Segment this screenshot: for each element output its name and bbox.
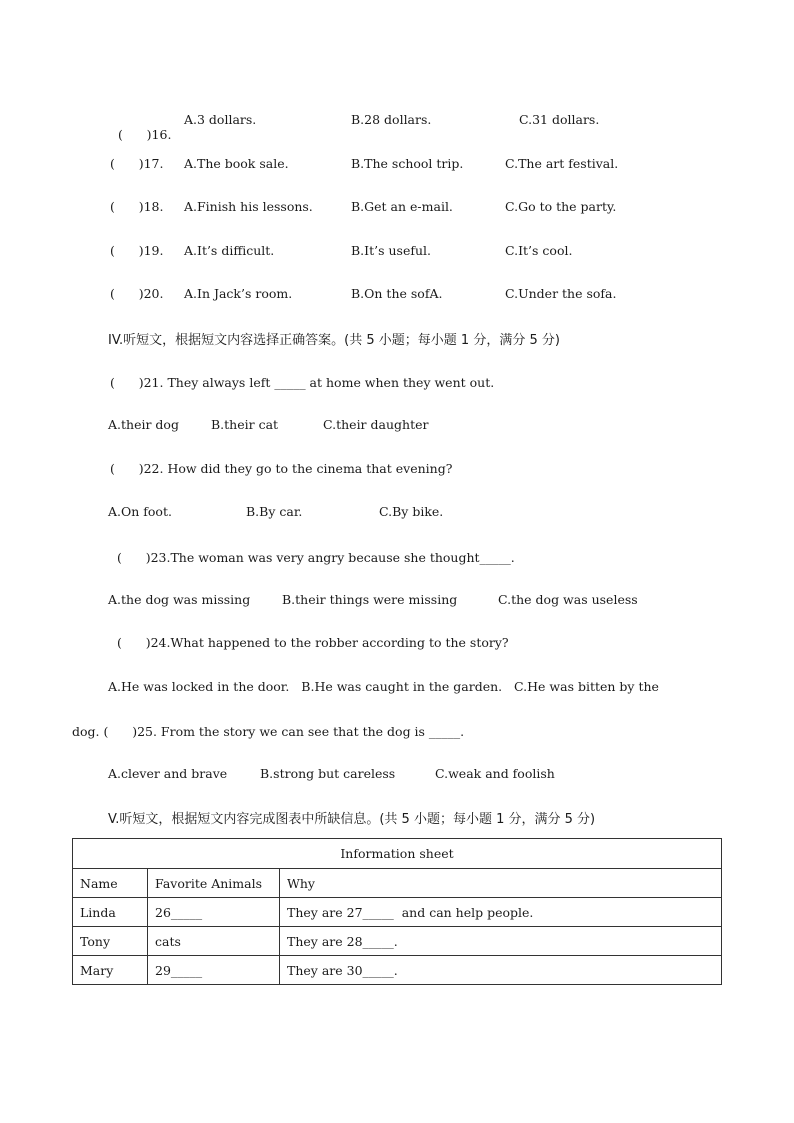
cell-why: They are 30_____. bbox=[280, 956, 722, 985]
cell-why: They are 28_____. bbox=[280, 927, 722, 956]
question-23-stem: ( )23.The woman was very angry because she thought_____. bbox=[117, 550, 515, 565]
option-b: B.By car. bbox=[246, 504, 303, 519]
table-row bbox=[73, 898, 722, 927]
option-a: A.the dog was missing bbox=[108, 592, 251, 607]
option-c: C.weak and foolish bbox=[435, 766, 555, 781]
question-16 bbox=[110, 112, 171, 142]
option-a: A.On foot. bbox=[108, 504, 172, 519]
option-a: A.The book sale. bbox=[184, 156, 289, 171]
question-24-continued: dog. ( )25. From the story we can see that the dog is _____. bbox=[72, 724, 465, 739]
question-18-number: ( )18. bbox=[110, 199, 164, 214]
cell-animal: 26_____ bbox=[148, 898, 280, 927]
cell-why: They are 27_____ and can help people. bbox=[280, 898, 722, 927]
question-17-number: ( )17. bbox=[110, 156, 164, 171]
option-b: B.their cat bbox=[211, 417, 279, 432]
table-title-row bbox=[73, 839, 722, 869]
question-20-number: ( )20. bbox=[110, 286, 164, 301]
cell-name: Mary bbox=[73, 956, 148, 985]
option-c: C.their daughter bbox=[323, 417, 429, 432]
option-c: C.31 dollars. bbox=[519, 112, 600, 127]
header-favorite-animals: Favorite Animals bbox=[148, 869, 280, 898]
option-c: C.Under the sofa. bbox=[505, 286, 617, 301]
question-21-stem: ( )21. They always left _____ at home when they went out. bbox=[110, 375, 495, 390]
header-name: Name bbox=[73, 869, 148, 898]
section-v-heading: V.听短文，根据短文内容完成图表中所缺信息。(共 5 小题；每小题 1 分，满分 5 分) bbox=[108, 812, 596, 827]
option-c: C.By bike. bbox=[379, 504, 444, 519]
section-iv-heading: IV.听短文，根据短文内容选择正确答案。(共 5 小题；每小题 1 分，满分 5 分) bbox=[108, 333, 560, 348]
question-24-options: A.He was locked in the door. B.He was caught in the garden. C.He was bitten by the bbox=[108, 679, 659, 694]
information-sheet-table bbox=[72, 838, 722, 985]
option-b: B.28 dollars. bbox=[351, 112, 432, 127]
cell-animal: 29_____ bbox=[148, 956, 280, 985]
option-c: C.The art festival. bbox=[505, 156, 619, 171]
option-b: B.strong but careless bbox=[260, 766, 396, 781]
option-c: C.the dog was useless bbox=[498, 592, 638, 607]
option-b: B.On the sofA. bbox=[351, 286, 443, 301]
table-row bbox=[73, 927, 722, 956]
cell-name: Tony bbox=[73, 927, 148, 956]
question-number: ( )16. bbox=[117, 127, 172, 142]
question-22-stem: ( )22. How did they go to the cinema that evening? bbox=[110, 461, 453, 476]
option-c: C.Go to the party. bbox=[505, 199, 617, 214]
question-19-number: ( )19. bbox=[110, 243, 164, 258]
option-a: A.3 dollars. bbox=[184, 112, 257, 127]
option-a: A.In Jack’s room. bbox=[184, 286, 293, 301]
option-b: B.The school trip. bbox=[351, 156, 464, 171]
option-a: A.clever and brave bbox=[108, 766, 228, 781]
option-a: A.their dog bbox=[108, 417, 179, 432]
option-c: C.It’s cool. bbox=[505, 243, 573, 258]
option-b: B.Get an e-mail. bbox=[351, 199, 453, 214]
cell-animal: cats bbox=[148, 927, 280, 956]
cell-name: Linda bbox=[73, 898, 148, 927]
table-header-row bbox=[73, 869, 722, 898]
option-b: B.It’s useful. bbox=[351, 243, 431, 258]
table-title: Information sheet bbox=[73, 839, 722, 869]
option-b: B.their things were missing bbox=[282, 592, 458, 607]
header-why: Why bbox=[280, 869, 722, 898]
option-a: A.Finish his lessons. bbox=[184, 199, 313, 214]
option-a: A.It’s difficult. bbox=[184, 243, 275, 258]
table-row bbox=[73, 956, 722, 985]
question-24-stem: ( )24.What happened to the robber according to the story? bbox=[117, 635, 509, 650]
